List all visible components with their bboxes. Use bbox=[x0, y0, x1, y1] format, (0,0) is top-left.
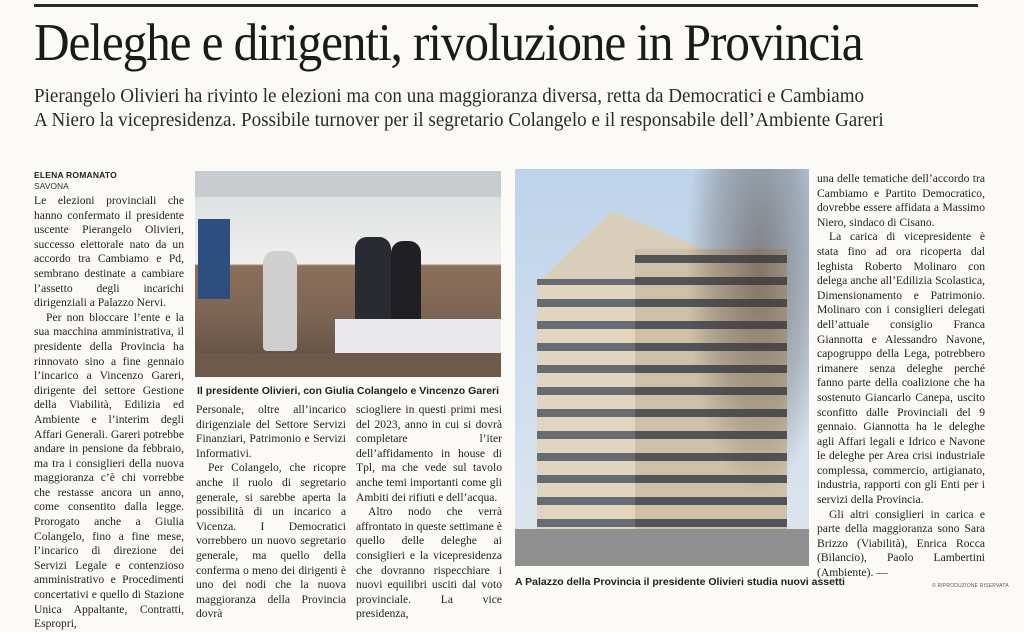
paragraph: Personale, oltre all’incarico dirigenziale del Settore Servizi Finanziari, Patrimonio e Servizi Informativi. bbox=[196, 403, 346, 460]
photo-spacer bbox=[356, 143, 502, 403]
paragraph: Gli altri consiglieri in carica e parte della maggioranza sono Sara Brizzo (Viabilità), Enrica Rocca (Bilancio), Paolo Lambertini (Ambiente). — bbox=[817, 507, 985, 580]
article-column-3 bbox=[356, 143, 502, 621]
article-column-4 bbox=[817, 172, 985, 594]
reproduction-notice: © RIPRODUZIONE RISERVATA bbox=[932, 583, 1009, 589]
paragraph: Altro nodo che verrà affrontato in queste settimane è quello delle deleghe ai consiglieri e la vicepresidenza che dovranno rispecchiare i nuovi equilibri usciti dal voto provinciale. La vice presidenza, bbox=[356, 505, 502, 621]
paragraph: una delle tematiche dell’accordo tra Cambiamo e Partito Democratico, dovrebbe essere affidata a Massimo Niero, sindaco di Cisano. bbox=[817, 172, 985, 229]
article-column-1 bbox=[34, 194, 184, 631]
dateline-location: SAVONA bbox=[34, 181, 69, 191]
subhead-line-1: Pierangelo Olivieri ha rivinto le elezioni ma con una maggioranza diversa, retta da Democratici e Cambiamo bbox=[34, 85, 865, 107]
paragraph: Per non bloccare l’ente e la sua macchina amministrativa, il presidente della Provincia ha rinnovato sino a fine gennaio l’incarico a Vincenzo Gareri, dirigente del settore Gestione della Viabilità, Edilizia ed Ambiente e l’interim degli Affari Generali. Gareri potrebbe andare in pensione da febbraio, ma tra i consiglieri della nuova maggioranza c’è chi vorrebbe che restasse ancora un anno, come consentito dalla legge. Prorogato anche a Giulia Colangelo, fino a fine mese, l’incarico di direzione dei Servizi Legale e contenzioso amministrativo e Procedimenti concertativi e quello di Stazione Unica Appaltante, Contratti, Espropri, bbox=[34, 310, 184, 631]
photo-person bbox=[263, 251, 297, 351]
photo-banner bbox=[198, 219, 230, 299]
paragraph: La carica di vicepresidente è stata fino ad ora ricoperta dal leghista Roberto Molinaro con delega anche all’Edilizia Scolastica, Dimensionamento e Patrimonio. Molinaro con i consiglieri delegati dell’attuale consiglio Franca Giannotta e Alessandro Navone, capogruppo della Lega, potrebbero rimanere senza deleghe perché fanno parte della coalizione che ha sostenuto Giancarlo Canepa, uscito sconfitto dalle Provinciali del 9 gennaio. Giannotta ha le deleghe agli Affari legali e Idrico e Navone le deleghe per Area crisi industriale complessa, commercio, artigianato, industria, rapporti con gli Enti per i servizi della Provincia. bbox=[817, 230, 985, 507]
headline: Deleghe e dirigenti, rivoluzione in Provincia bbox=[34, 14, 863, 72]
photo-caption-1: Il presidente Olivieri, con Giulia Colangelo e Vincenzo Gareri bbox=[197, 385, 500, 397]
paragraph: Per Colangelo, che ricopre anche il ruolo di segretario generale, si sarebbe aperta la possibilità di un incarico a Vicenza. I Democratici vorrebbero un nuovo segretario generale, ma quello della conferma o meno dei dirigenti è uno dei nodi che la nuova maggioranza della Provincia dovrà bbox=[196, 461, 346, 621]
photo-palazzo-provincia bbox=[515, 169, 809, 566]
article-column-2 bbox=[196, 403, 346, 621]
photo-tree bbox=[685, 169, 809, 499]
paragraph: sciogliere in questi primi mesi del 2023, anno in cui si dovrà completare l’iter dell’affidamento in house di Tpl, ma che vede sul tavolo anche temi importanti come gli Ambiti dei rifiuti e dell’acqua. bbox=[356, 403, 502, 504]
photo-caption-2: A Palazzo della Provincia il presidente Olivieri studia nuovi assetti bbox=[515, 576, 845, 588]
top-rule bbox=[34, 4, 978, 7]
subhead-line-2: A Niero la vicepresidenza. Possibile turnover per il segretario Colangelo e il responsabile dell’Ambiente Gareri bbox=[34, 109, 884, 131]
photo-street bbox=[515, 529, 809, 566]
subheadline bbox=[34, 84, 945, 132]
author-byline: ELENA ROMANATO bbox=[34, 170, 117, 180]
photo-building-facade-left bbox=[537, 279, 635, 541]
paragraph: Le elezioni provinciali che hanno confermato il presidente uscente Pierangelo Olivieri, successo elettorale nato da un accordo tra Cambiamo e Pd, sembrano destinate a cambiare l’assetto degli incarichi dirigenziali a Palazzo Nervi. bbox=[34, 194, 184, 310]
